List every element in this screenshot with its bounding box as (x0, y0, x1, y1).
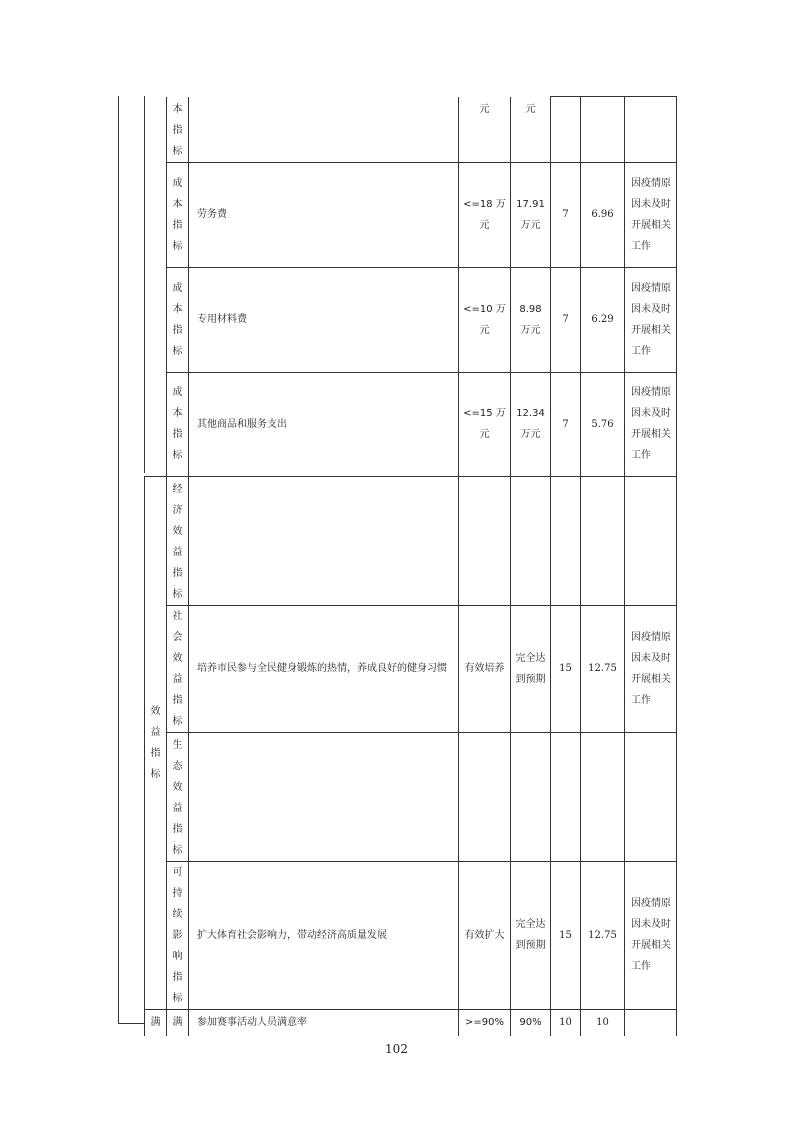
weight-cell (551, 732, 581, 861)
remark-cell (625, 267, 677, 372)
weight-cell (551, 605, 581, 732)
table-row (145, 861, 677, 1009)
weight-cell (551, 861, 581, 1009)
actual-text: 90% (519, 1017, 542, 1029)
weight-text: 7 (562, 209, 569, 220)
score-text: 5.76 (591, 418, 614, 430)
remark-text: 因疫情原因未及时开展相关工作 (631, 282, 671, 357)
weight-cell (551, 1009, 581, 1036)
content-cell (189, 97, 459, 163)
category-cell (167, 861, 189, 1009)
content-text: 劳务费 (197, 209, 227, 220)
actual-text: 17.91 万元 (516, 198, 545, 231)
actual-text: 完全达到预期 (515, 652, 546, 685)
category-label: 成本指标 (172, 387, 183, 461)
actual-cell (511, 605, 551, 732)
remark-cell (625, 97, 677, 163)
target-cell (459, 97, 511, 163)
target-cell (459, 732, 511, 861)
score-text: 12.75 (588, 663, 617, 674)
score-cell (581, 97, 625, 163)
content-cell (189, 732, 459, 861)
page-number: 102 (385, 1042, 408, 1056)
category-label: 本指标 (172, 103, 183, 157)
table-row (145, 1009, 677, 1036)
performance-table (144, 96, 677, 1036)
remark-cell (625, 1009, 677, 1036)
score-cell (581, 732, 625, 861)
remark-cell (625, 372, 677, 476)
content-text: 其他商品和服务支出 (197, 418, 287, 430)
target-text: >=90% (465, 1017, 504, 1029)
category-cell (167, 267, 189, 372)
category-cell (167, 476, 189, 605)
group-cell-benefit (145, 476, 167, 1009)
target-cell (459, 162, 511, 267)
target-text: <=18 万元 (463, 198, 506, 231)
remark-cell (625, 732, 677, 861)
category-label: 满 (172, 1017, 183, 1029)
group-cell (145, 162, 167, 267)
weight-text: 7 (562, 418, 569, 430)
content-text: 专用材料费 (197, 314, 247, 325)
remark-cell (625, 605, 677, 732)
group-label: 效益指标 (150, 705, 161, 780)
category-cell (167, 1009, 189, 1036)
actual-cell (511, 861, 551, 1009)
category-label: 可持续影响指标 (172, 866, 183, 1004)
weight-cell (551, 162, 581, 267)
target-cell (459, 476, 511, 605)
group-label: 满 (150, 1017, 161, 1029)
weight-text: 15 (559, 929, 572, 941)
category-label: 成本指标 (172, 282, 183, 357)
weight-text: 15 (559, 663, 572, 674)
target-text: 有效培养 (464, 663, 505, 674)
target-cell (459, 861, 511, 1009)
score-cell (581, 1009, 625, 1036)
outer-left-rule (118, 96, 119, 1024)
score-cell (581, 861, 625, 1009)
table-row (145, 732, 677, 861)
content-text: 培养市民参与全民健身锻炼的热情，养成良好的健身习惯 (197, 663, 447, 674)
table-row (145, 476, 677, 605)
score-cell (581, 267, 625, 372)
content-text: 扩大体育社会影响力，带动经济高质量发展 (197, 929, 387, 941)
content-cell (189, 1009, 459, 1036)
actual-cell (511, 732, 551, 861)
weight-cell (551, 267, 581, 372)
actual-cell (511, 1009, 551, 1036)
target-text: <=15 万元 (463, 408, 506, 440)
score-cell (581, 605, 625, 732)
content-cell (189, 861, 459, 1009)
target-cell (459, 605, 511, 732)
target-text: <=10 万元 (463, 303, 506, 336)
remark-text: 因疫情原因未及时开展相关工作 (631, 631, 671, 706)
category-cell (167, 605, 189, 732)
content-cell (189, 267, 459, 372)
table-row (145, 372, 677, 476)
actual-cell (511, 162, 551, 267)
score-text: 6.96 (591, 209, 614, 220)
weight-cell (551, 476, 581, 605)
actual-cell (511, 267, 551, 372)
content-cell (189, 605, 459, 732)
weight-cell (551, 97, 581, 163)
table-row (145, 267, 677, 372)
remark-text: 因疫情原因未及时开展相关工作 (631, 898, 671, 972)
content-cell (189, 372, 459, 476)
category-cell (167, 372, 189, 476)
weight-text: 10 (559, 1017, 572, 1029)
score-text: 6.29 (591, 314, 614, 325)
group-cell (145, 372, 167, 476)
actual-text: 元 (525, 103, 536, 115)
target-cell (459, 372, 511, 476)
remark-cell (625, 162, 677, 267)
remark-cell (625, 861, 677, 1009)
score-cell (581, 162, 625, 267)
score-text: 10 (596, 1017, 609, 1029)
group-cell (145, 267, 167, 372)
score-cell (581, 372, 625, 476)
category-cell (167, 97, 189, 163)
actual-text: 8.98 万元 (519, 303, 542, 336)
weight-text: 7 (562, 314, 569, 325)
table-row (145, 162, 677, 267)
target-text: 有效扩大 (464, 929, 505, 941)
remark-text: 因疫情原因未及时开展相关工作 (631, 387, 671, 461)
category-cell (167, 732, 189, 861)
target-text: 元 (479, 103, 490, 115)
weight-cell (551, 372, 581, 476)
actual-cell (511, 476, 551, 605)
content-cell (189, 162, 459, 267)
content-text: 参加赛事活动人员满意率 (197, 1017, 307, 1029)
category-label: 成本指标 (172, 177, 183, 252)
score-cell (581, 476, 625, 605)
content-cell (189, 476, 459, 605)
remark-text: 因疫情原因未及时开展相关工作 (631, 177, 671, 252)
remark-cell (625, 476, 677, 605)
actual-text: 完全达到预期 (515, 919, 546, 951)
category-label: 生态效益指标 (172, 739, 183, 856)
bottom-rule (118, 1023, 144, 1024)
category-cell (167, 162, 189, 267)
actual-text: 12.34 万元 (516, 408, 545, 440)
target-cell (459, 267, 511, 372)
actual-cell (511, 372, 551, 476)
category-label: 经济效益指标 (172, 483, 183, 600)
target-cell (459, 1009, 511, 1036)
group-cell (145, 97, 167, 163)
table-row (145, 97, 677, 163)
score-text: 12.75 (588, 929, 617, 941)
actual-cell (511, 97, 551, 163)
table-row (145, 605, 677, 732)
group-cell-satisfaction (145, 1009, 167, 1036)
category-label: 社会效益指标 (172, 610, 183, 727)
